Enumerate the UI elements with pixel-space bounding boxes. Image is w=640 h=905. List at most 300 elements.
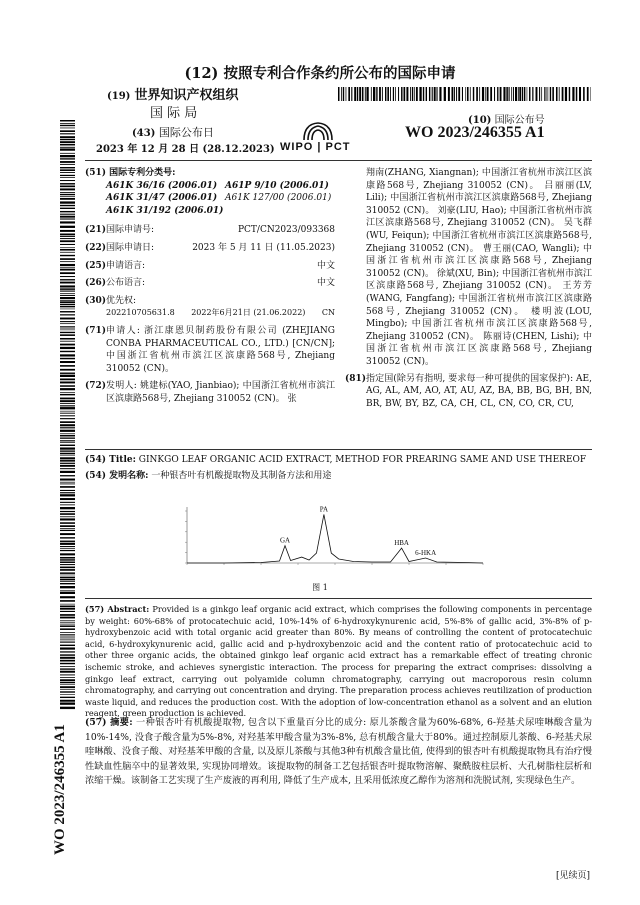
barcode-bar bbox=[60, 398, 75, 400]
barcode-bar bbox=[60, 394, 75, 395]
barcode-bar bbox=[60, 211, 75, 212]
barcode-bar bbox=[60, 354, 75, 356]
barcode-bar bbox=[60, 167, 75, 168]
barcode-bar bbox=[550, 87, 551, 101]
field-code: (72) bbox=[85, 381, 107, 392]
barcode-bar bbox=[60, 341, 75, 342]
barcode-bar bbox=[60, 435, 75, 436]
barcode-bar bbox=[60, 604, 75, 605]
title-divider bbox=[85, 449, 592, 450]
barcode-bar bbox=[60, 654, 75, 655]
barcode-bar bbox=[60, 192, 75, 193]
barcode-bar bbox=[60, 238, 75, 239]
barcode-bar bbox=[60, 188, 75, 190]
barcode-bar bbox=[60, 525, 75, 527]
barcode-bar bbox=[60, 136, 75, 138]
barcode-side bbox=[60, 120, 75, 710]
barcode-bar bbox=[60, 484, 75, 485]
barcode-bar bbox=[60, 475, 75, 476]
designated-states: 指定国(除另有指明, 要求每一种可提供的国家保护): AE, AG, AL, AM, AO, AT, AU, AZ, BA, BB, BG, BH, BN, BR, BW, BY, BZ, CA, CH, CL, CN, CO, CR, CU, bbox=[366, 373, 592, 409]
barcode-bar bbox=[60, 264, 75, 266]
barcode-bar bbox=[60, 490, 75, 491]
barcode-bar bbox=[473, 87, 474, 101]
barcode-bar bbox=[60, 457, 75, 459]
barcode-bar bbox=[465, 87, 466, 101]
priority-number: 202210705631.8 bbox=[106, 308, 175, 318]
field-label: 国际申请号: bbox=[106, 225, 155, 236]
barcode-bar bbox=[343, 87, 344, 101]
barcode-bar bbox=[60, 147, 75, 148]
barcode-bar bbox=[60, 564, 75, 565]
barcode-bar bbox=[529, 87, 530, 101]
wipo-arcs-icon bbox=[268, 122, 368, 142]
barcode-bar bbox=[401, 87, 402, 101]
barcode-bar bbox=[60, 455, 75, 456]
barcode-bar bbox=[60, 492, 75, 493]
abstract-divider bbox=[85, 598, 592, 599]
barcode-bar bbox=[60, 463, 75, 464]
barcode-bar bbox=[60, 460, 75, 462]
barcode-bar bbox=[60, 697, 75, 698]
barcode-bar bbox=[60, 572, 75, 573]
barcode-bar bbox=[60, 177, 75, 178]
barcode-bar bbox=[60, 684, 75, 685]
barcode-bar bbox=[60, 415, 75, 416]
barcode-bar bbox=[60, 164, 75, 165]
barcode-bar bbox=[60, 625, 75, 626]
barcode-bar bbox=[376, 87, 377, 101]
barcode-bar bbox=[60, 421, 75, 423]
barcode-bar bbox=[60, 216, 75, 218]
barcode-bar bbox=[60, 639, 75, 640]
barcode-bar bbox=[515, 87, 517, 101]
barcode-bar bbox=[60, 293, 75, 294]
barcode-bar bbox=[576, 87, 577, 101]
biblio-left bbox=[85, 167, 335, 406]
barcode-bar bbox=[579, 87, 581, 101]
barcode-bar bbox=[387, 87, 389, 101]
barcode-bar bbox=[60, 291, 75, 292]
peak-label: 6-HKA bbox=[415, 549, 437, 558]
barcode-bar bbox=[494, 87, 495, 101]
barcode-bar bbox=[60, 175, 75, 176]
barcode-bar bbox=[60, 424, 75, 426]
barcode-bar bbox=[60, 400, 75, 402]
barcode-bar bbox=[519, 87, 521, 101]
barcode-bar bbox=[485, 87, 486, 101]
barcode-bar bbox=[60, 557, 75, 559]
barcode-bar bbox=[60, 330, 75, 331]
barcode-bar bbox=[373, 87, 375, 101]
barcode-bar bbox=[583, 87, 585, 101]
barcode-bar bbox=[60, 128, 75, 129]
barcode-bar bbox=[60, 447, 75, 449]
chromatogram-chart bbox=[165, 503, 490, 575]
barcode-bar bbox=[60, 628, 75, 630]
peak-label: HBA bbox=[394, 539, 409, 548]
barcode-bar bbox=[60, 522, 75, 524]
title-zh-block bbox=[85, 470, 592, 483]
barcode-bar bbox=[406, 87, 408, 101]
barcode-bar bbox=[60, 301, 75, 303]
barcode-bar bbox=[559, 87, 560, 101]
barcode-bar bbox=[60, 297, 75, 299]
barcode-bar bbox=[60, 647, 75, 649]
barcode-bar bbox=[60, 411, 75, 412]
field-label: 公布语言: bbox=[106, 278, 146, 289]
barcode-bar bbox=[60, 702, 75, 704]
barcode-bar bbox=[60, 139, 75, 140]
header-divider bbox=[85, 160, 592, 161]
barcode-bar bbox=[524, 87, 525, 101]
barcode-bar bbox=[60, 269, 75, 271]
barcode-bar bbox=[60, 358, 75, 359]
barcode-bar bbox=[60, 369, 75, 371]
barcode-bar bbox=[444, 87, 446, 101]
inventors-continued: 翔南(ZHANG, Xiangnan); 中国浙江省杭州市滨江区滨康路568号, Zhejiang 310052 (CN)。 吕丽丽(LV, Lili); 中国浙江省杭州市滨江区滨康路568号, Zhejiang 310052 (CN)。 刘豪(LIU, Hao); 中国浙江省杭州市滨江区滨康路568号, Zhejiang 310052 (CN)。 吴飞群(WU, Feiqun); 中国浙江省杭州市滨江区滨康路568号, Zhejiang 310052 (CN)。 曹王丽(CAO, Wangli); 中国浙江省杭州市滨江区滨康路568号, Zhejiang 310052 (CN)。 徐斌(XU, Bin); 中国浙江省杭州市滨江区滨康路568号, Zhejiang 310052 (CN)。 王芳芳(WANG, Fangfang); 中国浙江省杭州市滨江区滨康路568号, Zhejiang 310052 (CN)。 楼明波(LOU, Mingbo); 中国浙江省杭州市滨江区滨康路568号, Zhejiang 310052 (CN)。 陈丽诗(CHEN, Lishi); 中国浙江省杭州市滨江区滨康路568号, Zhejiang 310052 (CN)。 bbox=[366, 168, 592, 367]
abstract-en-label: (57) Abstract: bbox=[85, 604, 150, 614]
barcode-bar bbox=[60, 198, 75, 200]
barcode-bar bbox=[60, 445, 75, 446]
barcode-bar bbox=[60, 334, 75, 336]
barcode-bar bbox=[60, 562, 75, 563]
barcode-bar bbox=[60, 548, 75, 549]
barcode-bar bbox=[60, 120, 75, 121]
barcode-bar bbox=[60, 433, 75, 434]
barcode-bar bbox=[500, 87, 502, 101]
barcode-bar bbox=[346, 87, 347, 101]
barcode-bar bbox=[60, 279, 75, 280]
barcode-bar bbox=[60, 550, 75, 551]
barcode-bar bbox=[60, 651, 75, 652]
barcode-bar bbox=[546, 87, 547, 101]
barcode-bar bbox=[60, 533, 75, 535]
field-code: (71) bbox=[85, 325, 107, 336]
figure-caption: 图 1 bbox=[312, 583, 328, 592]
barcode-bar bbox=[60, 323, 75, 324]
barcode-bar bbox=[60, 205, 75, 206]
field-30 bbox=[85, 295, 335, 308]
barcode-bar bbox=[60, 392, 75, 393]
barcode-bar bbox=[60, 707, 75, 709]
field-label: 申请语言: bbox=[106, 260, 146, 271]
barcode-bar bbox=[429, 87, 430, 101]
barcode-bar bbox=[60, 617, 75, 619]
barcode-bar bbox=[60, 530, 75, 531]
ipc-code: A61K 36/16 (2006.01) bbox=[106, 180, 218, 191]
barcode-bar bbox=[60, 465, 75, 467]
barcode-bar bbox=[60, 611, 75, 612]
barcode-bar bbox=[60, 671, 75, 673]
barcode-bar bbox=[60, 148, 75, 150]
barcode-bar bbox=[60, 326, 75, 327]
barcode-bar bbox=[60, 442, 75, 443]
barcode-bar bbox=[351, 87, 352, 101]
title-en: GINKGO LEAF ORGANIC ACID EXTRACT, METHOD FOR PREARING SAME AND USE THEREOF bbox=[138, 455, 587, 465]
barcode-bar bbox=[60, 541, 75, 542]
field-code: (30) bbox=[85, 295, 107, 306]
barcode-bar bbox=[60, 450, 75, 451]
barcode-bar bbox=[509, 87, 510, 101]
barcode-bar bbox=[470, 87, 471, 101]
barcode-bar bbox=[60, 226, 75, 228]
barcode-bar bbox=[395, 87, 396, 101]
pubdate-label-block bbox=[132, 124, 214, 140]
barcode-bar bbox=[348, 87, 350, 101]
barcode-bar bbox=[60, 700, 75, 702]
barcode-bar bbox=[60, 332, 75, 333]
barcode-bar bbox=[60, 388, 75, 390]
publication-language: 中文 bbox=[316, 278, 335, 289]
barcode-bar bbox=[410, 87, 411, 101]
peak-label: GA bbox=[279, 536, 291, 545]
barcode-bar bbox=[60, 153, 75, 154]
barcode-bar bbox=[60, 221, 75, 223]
barcode-bar bbox=[60, 403, 75, 404]
barcode-bar bbox=[60, 249, 75, 251]
barcode-bar bbox=[60, 144, 75, 146]
barcode-bar bbox=[60, 614, 75, 616]
barcode-bar bbox=[60, 502, 75, 503]
barcode-bar bbox=[60, 130, 75, 132]
barcode-bar bbox=[60, 600, 75, 602]
field-72 bbox=[85, 380, 335, 405]
barcode-bar bbox=[527, 87, 528, 101]
barcode-bar bbox=[60, 123, 75, 124]
barcode-bar bbox=[60, 575, 75, 576]
barcode-bar bbox=[60, 479, 75, 481]
barcode-bar bbox=[60, 569, 75, 571]
intl-application-number: PCT/CN2023/093368 bbox=[237, 225, 335, 236]
barcode-bar bbox=[479, 87, 480, 101]
barcode-bar bbox=[60, 642, 75, 643]
barcode-bar bbox=[499, 87, 500, 101]
barcode-bar bbox=[60, 482, 75, 483]
barcode-bar bbox=[436, 87, 437, 101]
barcode-bar bbox=[60, 486, 75, 488]
barcode-bar bbox=[487, 87, 489, 101]
barcode-bar bbox=[454, 87, 455, 101]
barcode-bar bbox=[565, 87, 567, 101]
abstract-zh-block bbox=[85, 716, 592, 789]
ipc-list bbox=[85, 180, 335, 218]
barcode-bar bbox=[419, 87, 421, 101]
barcode-bar bbox=[362, 87, 364, 101]
pubdate-code: (43) bbox=[132, 128, 156, 139]
barcode-bar bbox=[60, 258, 75, 260]
barcode-bar bbox=[60, 318, 75, 320]
barcode-bar bbox=[60, 405, 75, 406]
field-21 bbox=[85, 224, 335, 237]
barcode-bar bbox=[513, 87, 514, 101]
barcode-bar bbox=[60, 494, 75, 496]
barcode-bar bbox=[60, 361, 75, 363]
barcode-bar bbox=[60, 214, 75, 215]
barcode-bar bbox=[532, 87, 533, 101]
abstract-zh: 一种银杏叶有机酸提取物, 包含以下重量百分比的成分: 原儿茶酸含量为60%-68%, 6-羟基犬尿喹啉酸含量为10%-14%, 没食子酸含量为5%-8%, 对羟基苯甲酸含量为3%-8%, 总有机酸含量大于80%。通过控制原儿茶酸、6-羟基犬尿喹啉酸、没食子酸、对羟基苯甲酸的含量, 以及原儿茶酸与其他3种有机酸含量比值, 使得到的银杏叶有机酸提取物具有治疗慢性缺血性脑卒中的显著效果, 实现协同增效。该提取物的制备工艺包括银杏叶提取物溶解、聚酰胺柱层析、大孔树脂柱层析和浓缩干燥。该制备工艺实现了生产废液的再利用, 降低了生产成本, 且采用低浓度乙醇作为溶剂和洗脱试剂, 实现绿色生产。 bbox=[85, 717, 593, 786]
barcode-bar bbox=[60, 381, 75, 383]
barcode-bar bbox=[60, 180, 75, 181]
barcode-bar bbox=[371, 87, 372, 101]
barcode-bar bbox=[60, 373, 75, 374]
barcode-bar bbox=[536, 87, 538, 101]
barcode-bar bbox=[382, 87, 383, 101]
barcode-bar bbox=[60, 233, 75, 235]
barcode-bar bbox=[60, 440, 75, 441]
org-name: 世界知识产权组织 bbox=[134, 88, 239, 103]
barcode-bar bbox=[341, 87, 342, 101]
barcode-bar bbox=[60, 691, 75, 692]
continued-note: [见续页] bbox=[555, 871, 590, 881]
barcode-bar bbox=[552, 87, 554, 101]
barcode-bar bbox=[60, 285, 75, 287]
barcode-bar bbox=[398, 87, 399, 101]
barcode-bar bbox=[60, 437, 75, 438]
barcode-bar bbox=[434, 87, 436, 101]
abstract-zh-label: (57) 摘要: bbox=[85, 717, 133, 728]
barcode-bar bbox=[60, 546, 75, 547]
barcode-bar bbox=[60, 513, 75, 515]
barcode-bar bbox=[60, 686, 75, 688]
field-71 bbox=[85, 325, 335, 375]
barcode-bar bbox=[60, 375, 75, 377]
barcode-bar bbox=[60, 666, 75, 667]
barcode-bar bbox=[60, 413, 75, 414]
barcode-bar bbox=[456, 87, 457, 101]
org-sub: 国 际 局 bbox=[150, 106, 198, 121]
barcode-bar bbox=[60, 304, 75, 305]
barcode-bar bbox=[357, 87, 358, 101]
ipc-code: A61K 31/47 (2006.01) bbox=[106, 193, 218, 204]
barcode-bar bbox=[60, 608, 75, 610]
barcode-bar bbox=[497, 87, 498, 101]
barcode-bar bbox=[60, 471, 75, 473]
org-block bbox=[107, 84, 239, 103]
barcode-bar bbox=[60, 141, 75, 143]
field-22 bbox=[85, 242, 335, 255]
title-zh: 一种银杏叶有机酸提取物及其制备方法和用途 bbox=[151, 471, 332, 481]
barcode-bar bbox=[60, 694, 75, 695]
ipc-code bbox=[225, 205, 335, 218]
barcode-bar bbox=[60, 169, 75, 171]
barcode-bar bbox=[60, 133, 75, 134]
barcode-bar bbox=[60, 624, 75, 625]
barcode-bar bbox=[60, 679, 75, 681]
barcode-bar bbox=[338, 87, 339, 101]
barcode-bar bbox=[60, 620, 75, 621]
barcode-bar bbox=[414, 87, 415, 101]
barcode-bar bbox=[482, 87, 484, 101]
barcode-bar bbox=[60, 276, 75, 277]
barcode-bar bbox=[522, 87, 523, 101]
barcode-bar bbox=[451, 87, 453, 101]
barcode-bar bbox=[60, 338, 75, 340]
barcode-bar bbox=[60, 208, 75, 209]
title-zh-label: (54) 发明名称: bbox=[85, 471, 149, 481]
barcode-bar bbox=[60, 328, 75, 329]
barcode-bar bbox=[60, 378, 75, 380]
barcode-bar bbox=[60, 645, 75, 646]
abstract-en: Provided is a ginkgo leaf organic acid extract, which comprises the following components in percentage by weight: 60%-68% of protocatechuic acid, 10%-14% of 6-hydroxykynurenic acid, 5%-8% of gallic acid, 3%-8% of p-hydroxybenzoic acid with total organic acid greater than 80%. By means of controlling the content of protocatechuic acid, 6-hydroxykynurenic acid, gallic acid and p-hydroxybenzoic acid and the content ratio of protocatechuic acid to other three organic acids, the obtained ginkgo leaf organic acid extract has a remarkable effect of treating chronic ischemic stroke, and achieves synergistic interaction. The process for preparing the extract comprises: dissolving a ginkgo leaf extract, carrying out polyamide column chromatography, carrying out macroporous resin column chromatography, and carrying out concentration and drying. The preparation process achieves reutilization of production waste liquid, and reduces the production cost. With the adoption of low-concentration ethanol as a solvent and an elution reagent, green production is achieved. bbox=[85, 604, 592, 719]
barcode-bar bbox=[60, 418, 75, 419]
priority-row bbox=[85, 307, 335, 320]
barcode-bar bbox=[60, 281, 75, 282]
barcode-bar bbox=[60, 172, 75, 173]
barcode-bar bbox=[404, 87, 406, 101]
filing-language: 中文 bbox=[316, 260, 335, 271]
barcode-bar bbox=[60, 288, 75, 289]
barcode-bar bbox=[60, 311, 75, 312]
barcode-bar bbox=[359, 87, 361, 101]
barcode-bar bbox=[60, 498, 75, 500]
barcode-bar bbox=[393, 87, 394, 101]
applicant: 申请人: 浙江康恩贝制药股份有限公司 (ZHEJIANG CONBA PHARMACEUTICAL CO., LTD.) [CN/CN]; 中国浙江省杭州市滨江区滨康路568号, Zhejiang 310052 (CN)。 bbox=[106, 325, 335, 374]
barcode-bar bbox=[60, 306, 75, 307]
chromatogram-trace bbox=[187, 515, 483, 564]
barcode-bar bbox=[539, 87, 540, 101]
field-code: (21) bbox=[85, 225, 107, 236]
barcode-bar bbox=[511, 87, 512, 101]
barcode-bar bbox=[60, 244, 75, 245]
barcode-bar bbox=[60, 453, 75, 454]
barcode-bar bbox=[432, 87, 433, 101]
pubdate-label: 国际公布日 bbox=[158, 126, 214, 139]
barcode-bar bbox=[60, 668, 75, 669]
wipo-logo bbox=[268, 122, 368, 156]
barcode-bar bbox=[60, 230, 75, 232]
field-81 bbox=[345, 373, 592, 411]
barcode-bar bbox=[60, 261, 75, 262]
ipc-code: A61K 31/192 (2006.01) bbox=[106, 205, 224, 216]
field-code: (22) bbox=[85, 242, 107, 253]
barcode-bar bbox=[60, 309, 75, 310]
barcode-bar bbox=[556, 87, 558, 101]
barcode-bar bbox=[365, 87, 366, 101]
barcode-bar bbox=[60, 657, 75, 659]
barcode-bar bbox=[60, 516, 75, 517]
barcode-bar bbox=[506, 87, 507, 101]
barcode-bar bbox=[60, 543, 75, 545]
pubdate-value: 2023 年 12 月 28 日 (28.12.2023) bbox=[96, 144, 275, 155]
barcode-bar bbox=[60, 194, 75, 195]
barcode-bar bbox=[60, 344, 75, 346]
barcode-bar bbox=[458, 87, 460, 101]
barcode-bar bbox=[60, 252, 75, 253]
barcode-bar bbox=[60, 537, 75, 538]
org-code: (19) bbox=[107, 91, 131, 102]
barcode-bar bbox=[60, 201, 75, 203]
barcode-bar bbox=[544, 87, 545, 101]
barcode-bar bbox=[60, 295, 75, 296]
ipc-code: A61K 127/00 (2006.01) bbox=[225, 193, 332, 204]
title-en-block bbox=[85, 454, 592, 467]
barcode-bar bbox=[60, 430, 75, 432]
barcode-bar bbox=[60, 660, 75, 662]
barcode-bar bbox=[518, 87, 519, 101]
barcode-bar bbox=[60, 638, 75, 639]
barcode-bar bbox=[60, 636, 75, 637]
biblio-right bbox=[345, 167, 592, 410]
side-pub-number: WO 2023/246355 A1 bbox=[52, 724, 68, 855]
intl-filing-date: 2023 年 5 月 11 日 (11.05.2023) bbox=[192, 242, 335, 253]
barcode-bar bbox=[423, 87, 424, 101]
barcode-bar bbox=[490, 87, 492, 101]
barcode-bar bbox=[60, 300, 75, 301]
barcode-bar bbox=[60, 632, 75, 633]
barcode-bar bbox=[572, 87, 574, 101]
barcode-bar bbox=[60, 183, 75, 184]
barcode-bar bbox=[503, 87, 505, 101]
